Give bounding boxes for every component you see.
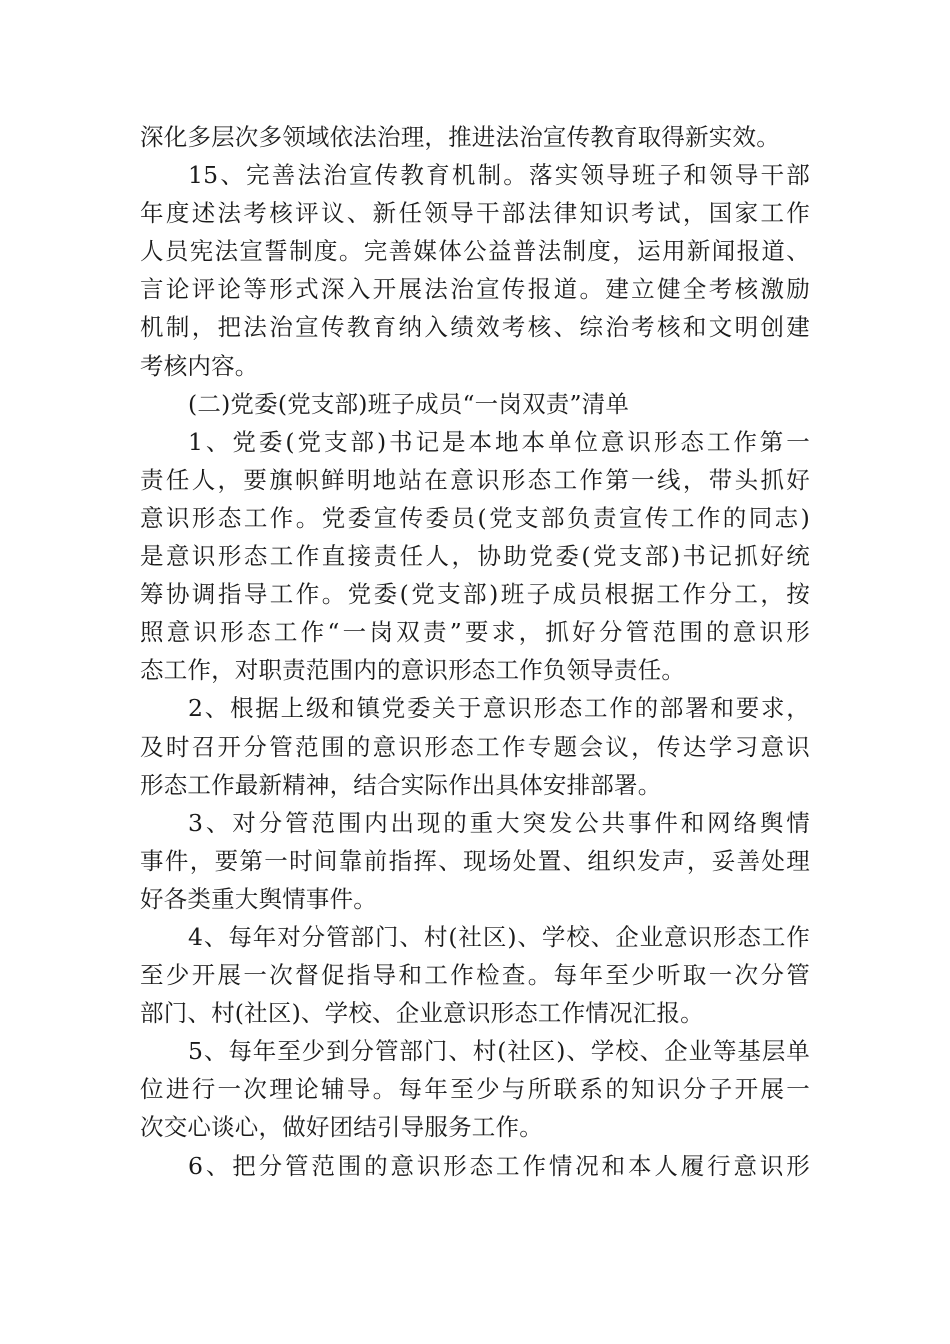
- text-line: 1、党委(党支部)书记是本地本单位意识形态工作第一: [188, 427, 810, 456]
- text-line: 3、对分管范围内出现的重大突发公共事件和网络舆情: [188, 808, 810, 837]
- text-line: 年度述法考核评议、新任领导干部法律知识考试，国家工作: [140, 199, 810, 228]
- text-line: 态工作，对职责范围内的意识形态工作负领导责任。: [140, 656, 686, 685]
- text-line: 意识形态工作。党委宣传委员(党支部负责宣传工作的同志): [140, 503, 810, 532]
- text-line: 至少开展一次督促指导和工作检查。每年至少听取一次分管: [140, 961, 810, 990]
- text-line: 考核内容。: [140, 351, 259, 380]
- text-line: 15、完善法治宣传教育机制。落实领导班子和领导干部: [188, 161, 810, 190]
- text-line: 好各类重大舆情事件。: [140, 884, 377, 913]
- text-line: 及时召开分管范围的意识形态工作专题会议，传达学习意识: [140, 732, 810, 761]
- text-line: 是意识形态工作直接责任人，协助党委(党支部)书记抓好统: [140, 542, 810, 571]
- text-line: 言论评论等形式深入开展法治宣传报道。建立健全考核激励: [140, 275, 810, 304]
- text-line: 人员宪法宣誓制度。完善媒体公益普法制度，运用新闻报道、: [140, 237, 810, 266]
- text-line: 6、把分管范围的意识形态工作情况和本人履行意识形: [188, 1151, 810, 1180]
- text-line: 照意识形态工作“一岗双责”要求，抓好分管范围的意识形: [140, 618, 810, 647]
- text-line: 4、每年对分管部门、村(社区)、学校、企业意识形态工作: [188, 922, 810, 951]
- text-line: 机制，把法治宣传教育纳入绩效考核、综治考核和文明创建: [140, 313, 810, 342]
- text-line: 形态工作最新精神，结合实际作出具体安排部署。: [140, 770, 662, 799]
- text-line: 部门、村(社区)、学校、企业意识形态工作情况汇报。: [140, 999, 704, 1028]
- text-line: 筹协调指导工作。党委(党支部)班子成员根据工作分工，按: [140, 580, 810, 609]
- text-line: (二)党委(党支部)班子成员“一岗双责”清单: [188, 389, 630, 418]
- text-line: 位进行一次理论辅导。每年至少与所联系的知识分子开展一: [140, 1075, 810, 1104]
- text-line: 深化多层次多领域依法治理，推进法治宣传教育取得新实效。: [140, 123, 780, 151]
- text-line: 5、每年至少到分管部门、村(社区)、学校、企业等基层单: [188, 1037, 810, 1066]
- text-line: 次交心谈心，做好团结引导服务工作。: [140, 1113, 543, 1142]
- text-line: 2、根据上级和镇党委关于意识形态工作的部署和要求，: [188, 694, 810, 723]
- text-line: 责任人，要旗帜鲜明地站在意识形态工作第一线，带头抓好: [140, 465, 810, 494]
- text-line: 事件，要第一时间靠前指挥、现场处置、组织发声，妥善处理: [140, 846, 810, 875]
